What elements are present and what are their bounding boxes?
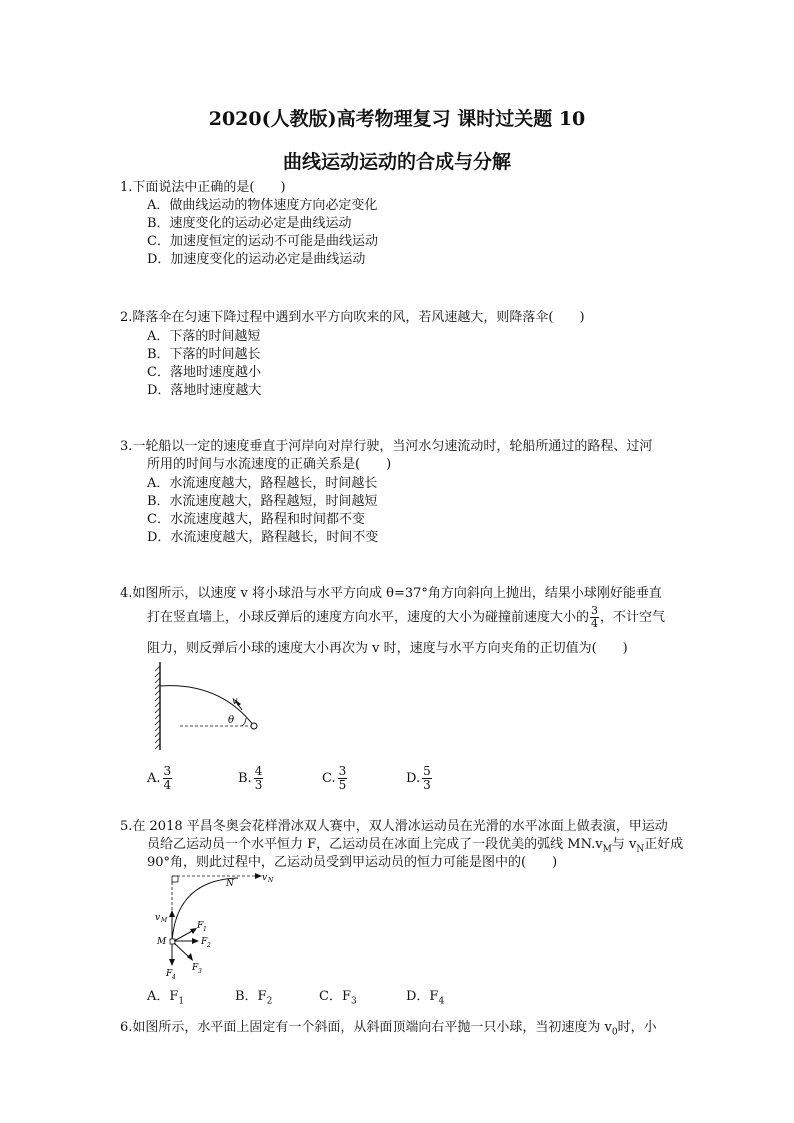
- option-d-label: D.: [406, 771, 421, 786]
- question-4-option-b: [238, 765, 263, 792]
- question-4-stem-line-1: 4.如图所示，以速度 v 将小球沿与水平方向成 θ=37°角方向斜向上抛出，结果小球刚好能垂直: [120, 586, 662, 601]
- question-3-option-b: B．水流速度越大，路程越短，时间越短: [147, 494, 378, 509]
- document-subtitle: 曲线运动运动的合成与分解: [282, 151, 511, 173]
- F1-subscript: 1: [203, 926, 207, 933]
- fraction-numerator: 5: [423, 764, 431, 778]
- option-a-fraction: [163, 765, 173, 792]
- question-6-stem-tail: 时，小: [617, 1020, 657, 1035]
- fraction-numerator: 3: [163, 764, 172, 778]
- question-2-option-a: A．下落的时间越短: [147, 329, 261, 344]
- question-4-figure: [150, 660, 270, 755]
- question-5-option-d: [406, 985, 444, 1007]
- F2-subscript: 2: [207, 942, 211, 949]
- F4-label: F: [166, 969, 173, 979]
- question-5-option-a: [147, 985, 184, 1007]
- question-3-option-d: D．水流速度越大，路程越长，时间不变: [147, 530, 379, 545]
- option-c-label: C.: [322, 771, 336, 786]
- subscript: M: [602, 844, 612, 855]
- question-5-stem-line-2-tail: 正好成: [644, 837, 684, 852]
- question-2-stem: 2.降落伞在匀速下降过程中遇到水平方向吹来的风，若风速越大，则降落伞( ): [120, 310, 585, 325]
- subscript: 0: [611, 1027, 618, 1038]
- vM-subscript: M: [161, 917, 168, 924]
- question-1-stem: 1.下面说法中正确的是( ): [120, 180, 286, 195]
- option-a-label: A．F: [147, 989, 179, 1004]
- question-2-option-c: C．落地时速度越小: [147, 365, 261, 380]
- subscript: 3: [350, 996, 357, 1007]
- subscript: 4: [438, 996, 445, 1007]
- question-6-stem-text: 6.如图所示，水平面上固定有一个斜面，从斜面顶端向右平抛一只小球，当初速度为 v: [120, 1020, 612, 1035]
- fraction-denominator: 5: [338, 778, 347, 792]
- question-2-option-d: D．落地时速度越大: [147, 383, 262, 398]
- fraction-numerator: 4: [254, 764, 263, 778]
- fraction-numerator: 3: [591, 604, 599, 617]
- question-5-option-b: [235, 985, 272, 1007]
- question-1-option-d: D．加速度变化的运动必定是曲线运动: [147, 252, 366, 267]
- option-b-label: B.: [238, 771, 252, 786]
- question-5-stem-line-1: 5.在 2018 平昌冬奥会花样滑冰双人赛中，双人滑冰运动员在光滑的水平冰面上做表演，甲运动: [120, 819, 668, 834]
- F1-label: F: [197, 921, 204, 931]
- question-4-option-a: [147, 765, 172, 792]
- question-5-option-c: [319, 985, 357, 1007]
- question-6-stem-line-1: [120, 1019, 700, 1042]
- question-1-option-b: B．速度变化的运动必定是曲线运动: [147, 216, 352, 231]
- vN-label: v: [262, 873, 268, 883]
- M-label: M: [157, 937, 167, 947]
- fraction-denominator: 4: [591, 617, 599, 630]
- question-4-stem-line-3: 阻力，则反弹后小球的速度大小再次为 v 时，速度与水平方向夹角的正切值为( ): [147, 641, 628, 656]
- question-4-stem-line-2: [147, 605, 707, 630]
- option-c-fraction: [338, 765, 348, 792]
- document-title: 2020(人教版)高考物理复习 课时过关题 10: [208, 108, 586, 130]
- question-4-stem-line-2-tail: ，不计空气: [600, 610, 666, 625]
- question-4-option-d: [406, 765, 432, 792]
- subscript: 1: [178, 996, 185, 1007]
- subscript: N: [636, 844, 645, 855]
- question-5-figure: [150, 870, 290, 980]
- question-5-stem-line-2-text: 员给乙运动员一个水平恒力 F，乙运动员在冰面上完成了一段优美的弧线 MN.v: [147, 837, 603, 852]
- question-2-option-b: B．下落的时间越长: [147, 347, 261, 362]
- fraction-denominator: 3: [254, 778, 263, 792]
- question-4-stem-line-2-text: 打在竖直墙上，小球反弹后的速度方向水平，速度的大小为碰撞前速度大小的: [147, 610, 590, 625]
- subscript: 2: [266, 996, 273, 1007]
- question-4-option-c: [322, 765, 347, 792]
- question-5-stem-line-3: 90°角，则此过程中，乙运动员受到甲运动员的恒力可能是图中的( ): [147, 855, 558, 870]
- option-d-label: D．F: [406, 989, 439, 1004]
- question-3-stem-line-2: 所用的时间与水流速度的正确关系是( ): [147, 457, 392, 472]
- velocity-v-label: v: [232, 696, 238, 707]
- option-d-fraction: [422, 765, 432, 792]
- option-c-label: C．F: [319, 989, 351, 1004]
- question-3-stem-line-1: 3.一轮船以一定的速度垂直于河岸向对岸行驶，当河水匀速流动时，轮船所通过的路程、过河: [120, 439, 653, 454]
- fraction-numerator: 3: [338, 764, 347, 778]
- question-1-option-c: C．加速度恒定的运动不可能是曲线运动: [147, 234, 378, 249]
- question-4-fraction: [590, 605, 599, 630]
- question-5-stem-line-2-mid: 与 v: [611, 837, 637, 852]
- question-3-option-c: C．水流速度越大，路程和时间都不变: [147, 512, 365, 527]
- fraction-denominator: 4: [163, 778, 172, 792]
- N-label: N: [226, 879, 234, 889]
- question-1-option-a: A．做曲线运动的物体速度方向必定变化: [147, 198, 378, 213]
- F3-label: F: [192, 963, 199, 973]
- vM-label: v: [155, 913, 161, 923]
- option-b-label: B．F: [235, 989, 267, 1004]
- fraction-denominator: 3: [423, 778, 431, 792]
- F4-subscript: 4: [172, 974, 176, 980]
- option-a-label: A.: [147, 771, 161, 786]
- question-3-option-a: A．水流速度越大，路程越长，时间越长: [147, 476, 378, 491]
- F2-label: F: [201, 937, 208, 947]
- F3-subscript: 3: [198, 968, 202, 975]
- vN-subscript: N: [268, 877, 274, 884]
- option-b-fraction: [254, 765, 264, 792]
- angle-theta-label: θ: [228, 715, 235, 726]
